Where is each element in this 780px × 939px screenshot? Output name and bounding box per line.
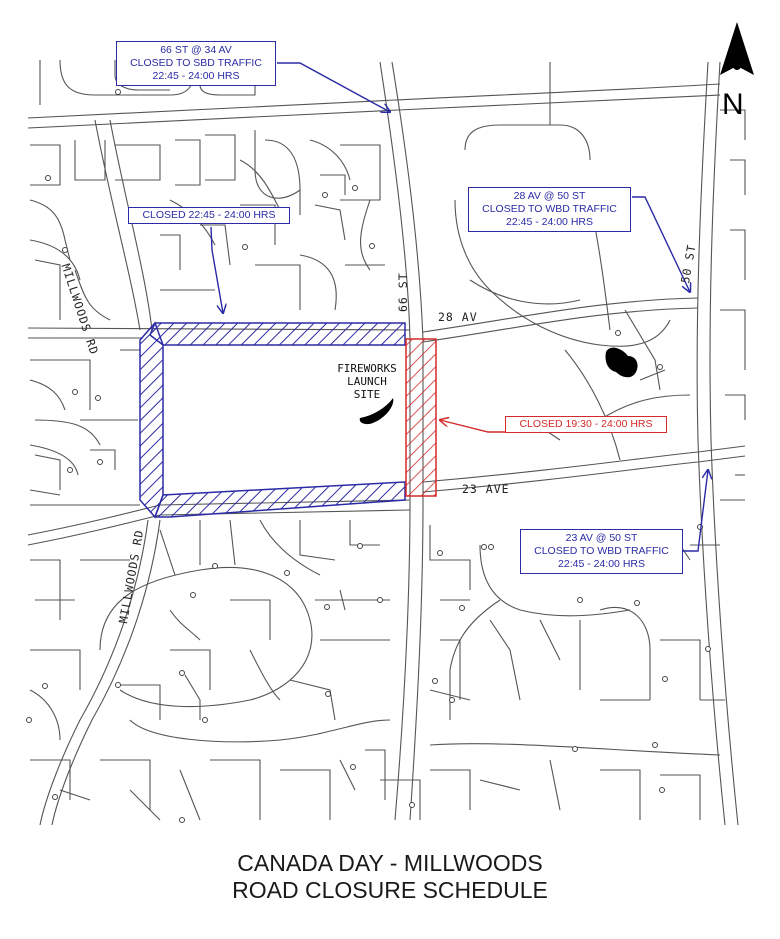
park-pond-blob [605,348,637,378]
fireworks-launch-site-label: FIREWORKS LAUNCH SITE [337,362,397,401]
street-label-23-ave: 23 AVE [462,482,510,496]
road-23-ave-north [423,446,745,482]
road-millwoods-rd-north-b [110,120,152,330]
red-closure-zone [406,339,436,496]
road-millwoods-rd-north [95,120,140,330]
north-arrow-icon [720,22,754,75]
street-label-millwoods-rd-south: MILLWOODS RD [116,528,147,625]
callout-23av-50st: 23 AV @ 50 ST CLOSED TO WBD TRAFFIC 22:45 - 24:00 HRS [520,529,683,574]
arrow-red-closed [440,420,506,432]
arrow-23av-50st [683,470,708,551]
map-title [0,850,780,904]
title-line-1: CANADA DAY - MILLWOODS [237,850,543,876]
callout-66st-34av: 66 ST @ 34 AV CLOSED TO SBD TRAFFIC 22:45 - 24:00 HRS [116,41,276,86]
callout-red-closed: CLOSED 19:30 - 24:00 HRS [505,416,667,433]
blue-closure-north [150,323,405,345]
street-label-50-st: 50 ST [678,242,699,285]
street-label-28-av: 28 AV [438,310,478,324]
title-line-2: ROAD CLOSURE SCHEDULE [232,877,548,903]
launch-site-blob [360,398,394,424]
street-label-millwoods-rd-north: MILLWOODS RD [58,262,102,357]
north-label: N [722,88,744,121]
street-label-66-st: 66 ST [396,272,410,312]
road-network [28,60,745,825]
road-34-av-south-edge [28,95,720,128]
callout-west-closed: CLOSED 22:45 - 24:00 HRS [128,207,290,224]
callout-28av-50st: 28 AV @ 50 ST CLOSED TO WBD TRAFFIC 22:45 - 24:00 HRS [468,187,631,232]
callout-arrows [211,63,708,551]
road-millwoods-rd-south-b [52,520,160,825]
blue-closure-west [140,323,163,517]
blue-closure-south [155,482,405,517]
road-23-ave-west-s [28,510,410,545]
